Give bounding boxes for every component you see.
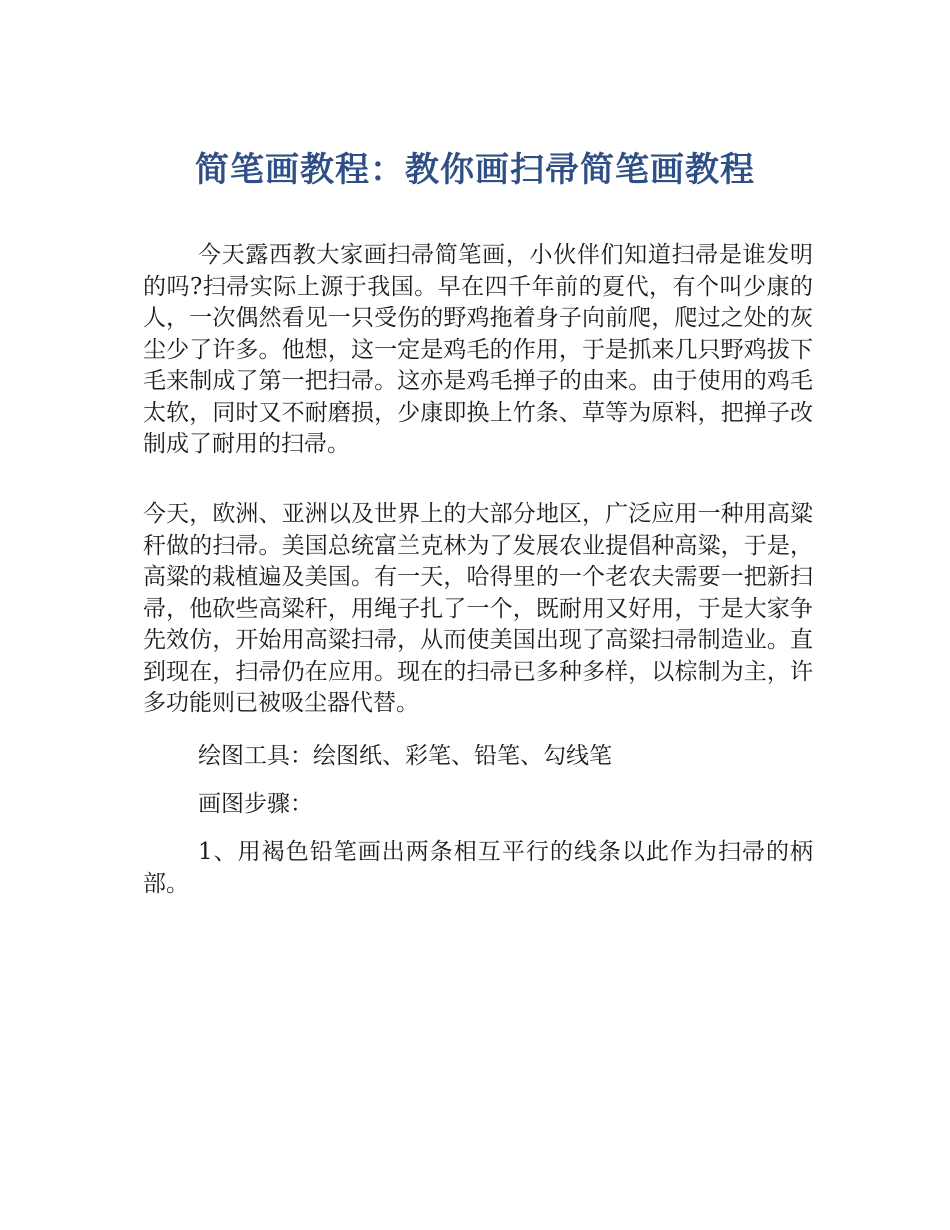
paragraph-tools: 绘图工具：绘图纸、彩笔、铅笔、勾线笔 [198,743,612,769]
paragraph-step-1: 1、用褐色铅笔画出两条相互平行的线条以此作为扫帚的柄部。 [143,839,813,897]
paragraph-intro: 今天露西教大家画扫帚简笔画，小伙伴们知道扫帚是谁发明的吗?扫帚实际上源于我国。早在四千年前的夏代，有个叫少康的人，一次偶然看见一只受伤的野鸡拖着身子向前爬，爬过之处的灰尘少了许多。他想，这一定是鸡毛的作用，于是抓来几只野鸡拔下毛来制成了第一把扫帚。这亦是鸡毛掸子的由来。由于使用的鸡毛太软，同时又不耐磨损，少康即换上竹条、草等为原料，把掸子改制成了耐用的扫帚。 [143,242,813,457]
paragraph-history: 今天，欧洲、亚洲以及世界上的大部分地区，广泛应用一种用高粱秆做的扫帚。美国总统富兰克林为了发展农业提倡种高粱，于是，高粱的栽植遍及美国。有一天，哈得里的一个老农夫需要一把新扫帚，他砍些高粱秆，用绳子扎了一个，既耐用又好用，于是大家争先效仿，开始用高粱扫帚，从而使美国出现了高粱扫帚制造业。直到现在，扫帚仍在应用。现在的扫帚已多种多样，以棕制为主，许多功能则已被吸尘器代替。 [143,501,813,716]
document-title: 简笔画教程：教你画扫帚简笔画教程 [195,150,755,190]
paragraph-steps-heading: 画图步骤： [198,791,313,817]
